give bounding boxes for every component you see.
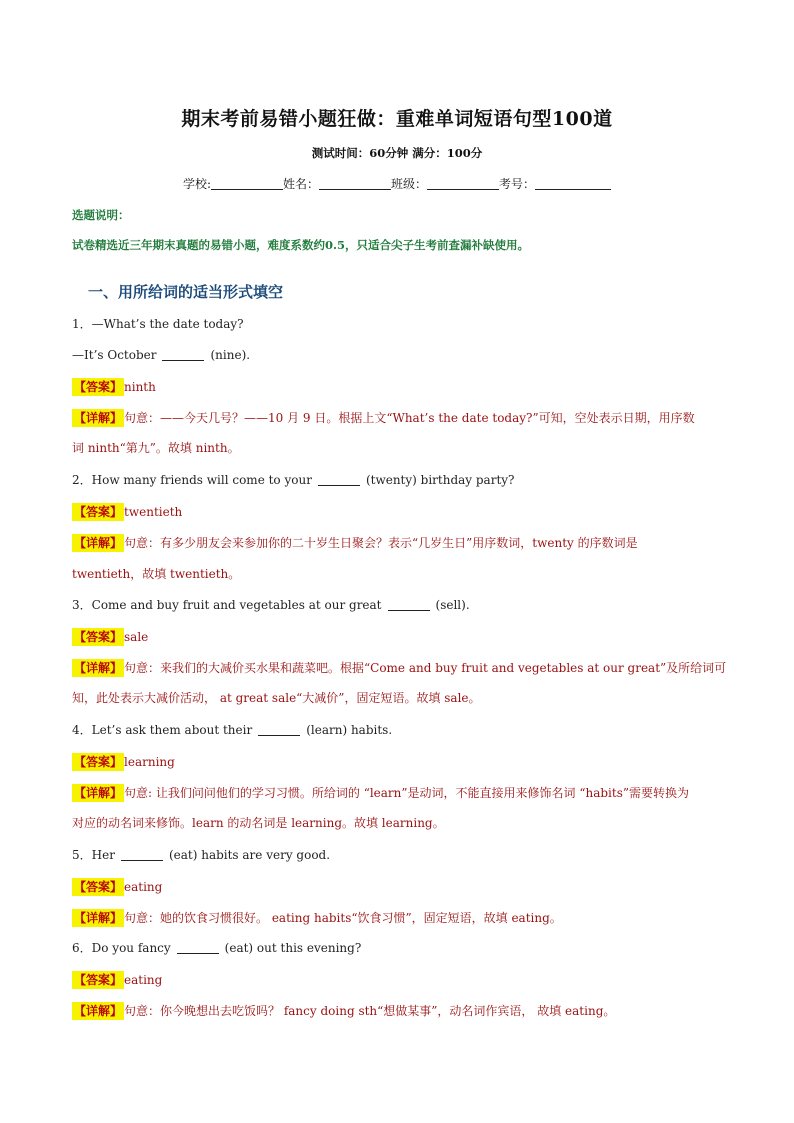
explain-text: 句意：——今天几号？——10 月 9 日。根据上文“What’s the date today?”可知，空处表示日期，用序数 bbox=[124, 411, 695, 425]
question-1-line-1: 1．—What’s the date today? bbox=[72, 317, 244, 331]
question-text: 3．Come and buy fruit and vegetables at our great bbox=[72, 598, 382, 612]
question-text: (learn) habits. bbox=[306, 723, 393, 737]
explain-row-3-cont: 知，此处表示大减价活动， at great sale“大减价”，固定短语。故填 sale。 bbox=[72, 691, 481, 705]
question-2 bbox=[72, 472, 514, 488]
question-5 bbox=[72, 847, 330, 863]
answer-tag: 【答案】 bbox=[74, 505, 123, 519]
explain-text: 句意：有多少朋友会来参加你的二十岁生日聚会？表示“几岁生日”用序数词，twenty 的序数词是 bbox=[124, 536, 638, 550]
answer-row-4 bbox=[72, 753, 175, 771]
explain-tag: 【详解】 bbox=[74, 786, 123, 800]
answer-blank[interactable] bbox=[121, 848, 163, 861]
explain-row-4-cont: 对应的动名词来修饰。learn 的动名词是 learning。故填 learning。 bbox=[72, 816, 445, 830]
answer-tag: 【答案】 bbox=[74, 755, 123, 769]
explain-text: 句意：来我们的大减价买水果和蔬菜吧。根据“Come and buy fruit and vegetables at our great”及所给词可 bbox=[124, 661, 727, 675]
class-label: 班级： bbox=[391, 177, 428, 191]
answer-row-5 bbox=[72, 878, 162, 896]
answer-value: eating bbox=[124, 880, 163, 894]
question-text: (eat) out this evening? bbox=[224, 941, 362, 955]
question-text: 4．Let’s ask them about their bbox=[72, 723, 253, 737]
name-field[interactable] bbox=[319, 177, 391, 190]
explain-row-6 bbox=[72, 1002, 615, 1020]
school-label: 学校: bbox=[182, 177, 211, 191]
school-field[interactable] bbox=[211, 177, 283, 190]
question-6 bbox=[72, 940, 361, 956]
question-text: (twenty) birthday party? bbox=[365, 473, 515, 487]
answer-row-1 bbox=[72, 378, 156, 396]
answer-blank[interactable] bbox=[388, 598, 430, 611]
answer-tag: 【答案】 bbox=[74, 380, 123, 394]
question-1-line-2 bbox=[72, 347, 250, 363]
question-text: 5．Her bbox=[72, 848, 115, 862]
explain-tag: 【详解】 bbox=[74, 661, 123, 675]
student-info-line bbox=[0, 175, 794, 192]
question-text: (eat) habits are very good. bbox=[168, 848, 331, 862]
explain-row-5 bbox=[72, 909, 562, 927]
question-text: 6．Do you fancy bbox=[72, 941, 171, 955]
answer-value: sale bbox=[124, 630, 149, 644]
class-field[interactable] bbox=[427, 177, 499, 190]
explain-row-1-cont: 词 ninth“第九”。故填 ninth。 bbox=[72, 441, 240, 455]
answer-tag: 【答案】 bbox=[74, 880, 123, 894]
notes-text: 试卷精选近三年期末真题的易错小题，难度系数约0.5，只适合尖子生考前查漏补缺使用。 bbox=[72, 238, 530, 252]
explain-tag: 【详解】 bbox=[74, 911, 123, 925]
answer-row-2 bbox=[72, 503, 182, 521]
explain-row-2 bbox=[72, 534, 638, 552]
notes-heading: 选题说明： bbox=[72, 208, 130, 222]
answer-value: ninth bbox=[124, 380, 156, 394]
section-title: 一、用所给词的适当形式填空 bbox=[88, 283, 284, 301]
answer-blank[interactable] bbox=[162, 348, 204, 361]
answer-value: eating bbox=[124, 973, 163, 987]
explain-tag: 【详解】 bbox=[74, 411, 123, 425]
question-4 bbox=[72, 722, 392, 738]
explain-row-1 bbox=[72, 409, 695, 427]
exam-number-label: 考号： bbox=[499, 177, 536, 191]
answer-blank[interactable] bbox=[318, 473, 360, 486]
explain-tag: 【详解】 bbox=[74, 536, 123, 550]
explain-row-3 bbox=[72, 659, 726, 677]
page-title: 期末考前易错小题狂做：重难单词短语句型100道 bbox=[181, 108, 613, 130]
question-text: 2．How many friends will come to your bbox=[72, 473, 312, 487]
explain-text: 句意：她的饮食习惯很好。 eating habits“饮食习惯”，固定短语，故填 eating。 bbox=[124, 911, 562, 925]
explain-text: 句意: 让我们问问他们的学习习惯。所给词的 “learn”是动词，不能直接用来修饰名词 “habits”需要转换为 bbox=[124, 786, 689, 800]
answer-tag: 【答案】 bbox=[74, 630, 123, 644]
explain-text: 句意：你今晚想出去吃饭吗？ fancy doing sth“想做某事”，动名词作宾语， 故填 eating。 bbox=[124, 1004, 616, 1018]
answer-value: twentieth bbox=[124, 505, 183, 519]
exam-meta: 测试时间：60分钟 满分：100分 bbox=[311, 146, 483, 160]
answer-blank[interactable] bbox=[177, 941, 219, 954]
answer-row-3 bbox=[72, 628, 148, 646]
exam-number-field[interactable] bbox=[535, 177, 611, 190]
explain-row-4 bbox=[72, 784, 689, 802]
answer-blank[interactable] bbox=[258, 723, 300, 736]
question-text: (sell). bbox=[435, 598, 470, 612]
explain-row-2-cont: twentieth，故填 twentieth。 bbox=[72, 567, 241, 581]
answer-value: learning bbox=[124, 755, 175, 769]
question-3 bbox=[72, 597, 470, 613]
explain-tag: 【详解】 bbox=[74, 1004, 123, 1018]
answer-row-6 bbox=[72, 971, 162, 989]
question-text: —It’s October bbox=[72, 348, 157, 362]
answer-tag: 【答案】 bbox=[74, 973, 123, 987]
question-text: (nine). bbox=[210, 348, 251, 362]
name-label: 姓名： bbox=[283, 177, 320, 191]
